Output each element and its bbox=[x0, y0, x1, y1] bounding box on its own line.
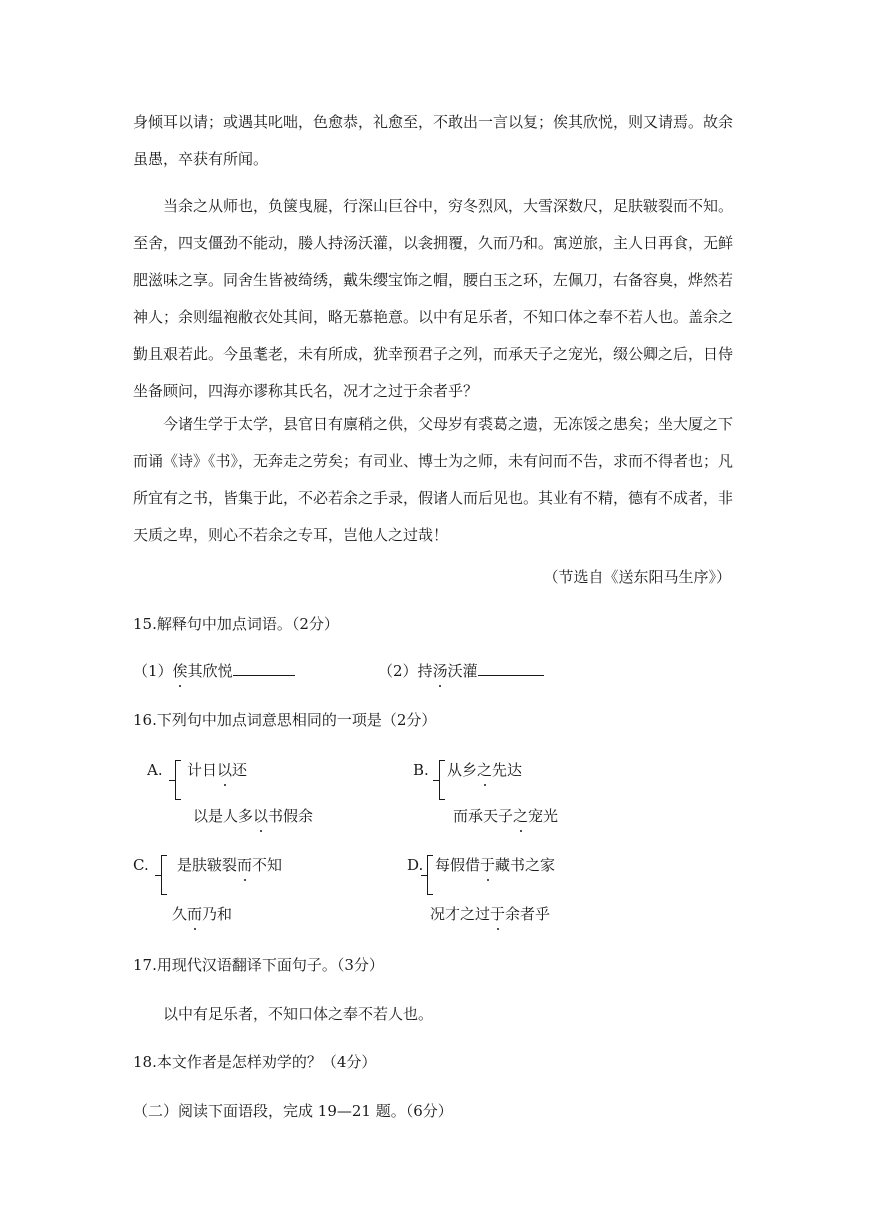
q16-d-line2-pre: 况才之过 bbox=[430, 905, 491, 923]
q15-item2-pre: 持 bbox=[417, 662, 433, 680]
q17-stem: 17.用现代汉语翻译下面句子。（3分） bbox=[133, 956, 384, 974]
q16-option-c-brace bbox=[159, 855, 167, 895]
q16-option-b-label: B. bbox=[413, 761, 429, 779]
q15-item1-answer-blank[interactable] bbox=[233, 661, 295, 676]
q15-item2-rest: 沃灌 bbox=[447, 662, 478, 680]
q15-item-1 bbox=[133, 661, 295, 681]
passage-paragraph-3: 今诸生学于太学，县官日有廪稍之供，父母岁有裘葛之遗，无冻馁之患矣；坐大厦之下而诵《诗》《书》，无奔走之劳矣；有司业、博士为之师，未有问而不告，求而不得者也；凡所宜有之书，皆集于此，不必若余之手录，假诸人而后见也。其业有不精，德有不成者，非天质之卑，则心不若余之专耳，岂他人之过哉！ bbox=[133, 415, 734, 544]
q18-stem: 18.本文作者是怎样劝学的？（4分） bbox=[133, 1053, 377, 1071]
q16-c-line2-pre: 久 bbox=[172, 905, 188, 923]
q16-option-b-brace bbox=[437, 760, 445, 800]
q16-a-line1-pre: 计日 bbox=[187, 761, 218, 779]
q16-option-b-line-2 bbox=[453, 806, 558, 826]
q16-d-line2-post: 余者乎 bbox=[505, 905, 551, 923]
q16-c-line1-pre: 是肤皲裂 bbox=[177, 856, 238, 874]
q16-b-line2-pre: 而承天子 bbox=[453, 807, 514, 825]
q16-option-a-line-2 bbox=[193, 806, 313, 826]
q16-option-a-line-1 bbox=[187, 760, 247, 780]
q16-option-a-brace bbox=[173, 760, 181, 800]
section-2-title: （二）阅读下面语段，完成 19—21 题。（6分） bbox=[133, 1102, 453, 1120]
q16-a-line2-dotted-word: 以 bbox=[253, 807, 269, 825]
q16-a-line2-post: 书假余 bbox=[268, 807, 314, 825]
q16-a-line1-dotted-word: 以 bbox=[217, 761, 233, 779]
q16-option-c-line-2 bbox=[172, 904, 232, 924]
q15-item1-dotted-word: 俟 bbox=[172, 662, 188, 680]
q15-item1-number: （1） bbox=[133, 662, 173, 680]
passage-paragraph-1: 身倾耳以请；或遇其叱咄，色愈恭，礼愈至，不敢出一言以复；俟其欣悦，则又请焉。故余虽愚，卒获有所闻。 bbox=[133, 113, 734, 168]
q16-a-line1-post: 还 bbox=[232, 761, 248, 779]
q16-stem: 16.下列句中加点词意思相同的一项是（2分） bbox=[133, 711, 437, 729]
passage-source: （节选自《送东阳马生序》） bbox=[543, 568, 731, 586]
q16-c-line1-dotted-word: 而 bbox=[237, 856, 253, 874]
q16-option-b-line-1 bbox=[447, 760, 522, 780]
q16-option-c-line-1 bbox=[177, 855, 282, 875]
q15-item2-dotted-word: 汤 bbox=[432, 662, 448, 680]
q15-item2-answer-blank[interactable] bbox=[478, 661, 544, 676]
q16-option-a-label: A. bbox=[147, 761, 163, 779]
q16-b-line2-dotted-word: 之 bbox=[513, 807, 529, 825]
q16-d-line1-dotted-word: 于 bbox=[480, 856, 496, 874]
q16-d-line2-dotted-word: 于 bbox=[490, 905, 506, 923]
q16-option-d-line-1 bbox=[435, 855, 555, 875]
q16-b-line1-post: 先达 bbox=[492, 761, 523, 779]
q15-item-2 bbox=[378, 661, 544, 681]
q16-b-line2-post: 宠光 bbox=[528, 807, 559, 825]
q16-c-line2-post: 乃和 bbox=[202, 905, 233, 923]
q15-item1-rest: 其欣悦 bbox=[187, 662, 233, 680]
q16-d-line1-post: 藏书之家 bbox=[495, 856, 556, 874]
q16-b-line1-pre: 从乡 bbox=[447, 761, 478, 779]
q16-d-line1-pre: 每假借 bbox=[435, 856, 481, 874]
q16-option-d-line-2 bbox=[430, 904, 550, 924]
q16-option-d-label: D. bbox=[407, 856, 424, 874]
q16-c-line1-post: 不知 bbox=[252, 856, 283, 874]
q16-a-line2-pre: 以是人多 bbox=[193, 807, 254, 825]
q15-stem: 15.解释句中加点词语。（2分） bbox=[133, 615, 339, 633]
q16-b-line1-dotted-word: 之 bbox=[477, 761, 493, 779]
q17-sentence: 以中有足乐者，不知口体之奉不若人也。 bbox=[163, 1005, 434, 1023]
q15-item2-number: （2） bbox=[378, 662, 418, 680]
q16-option-d-brace bbox=[425, 855, 433, 895]
passage-paragraph-2: 当余之从师也，负箧曳屣，行深山巨谷中，穷冬烈风，大雪深数尺，足肤皲裂而不知。至舍，四支僵劲不能动，媵人持汤沃灌，以衾拥覆，久而乃和。寓逆旅，主人日再食，无鲜肥滋味之享。同舍生皆被绮绣，戴朱缨宝饰之帽，腰白玉之环，左佩刀，右备容臭，烨然若神人；余则缊袍敝衣处其间，略无慕艳意。以中有足乐者，不知口体之奉不若人也。盖余之勤且艰若此。今虽耄老，未有所成，犹幸预君子之列，而承天子之宠光，缀公卿之后，日侍坐备顾问，四海亦谬称其氏名，况才之过于余者乎？ bbox=[133, 197, 734, 400]
q16-c-line2-dotted-word: 而 bbox=[187, 905, 203, 923]
q16-option-c-label: C. bbox=[133, 856, 149, 874]
